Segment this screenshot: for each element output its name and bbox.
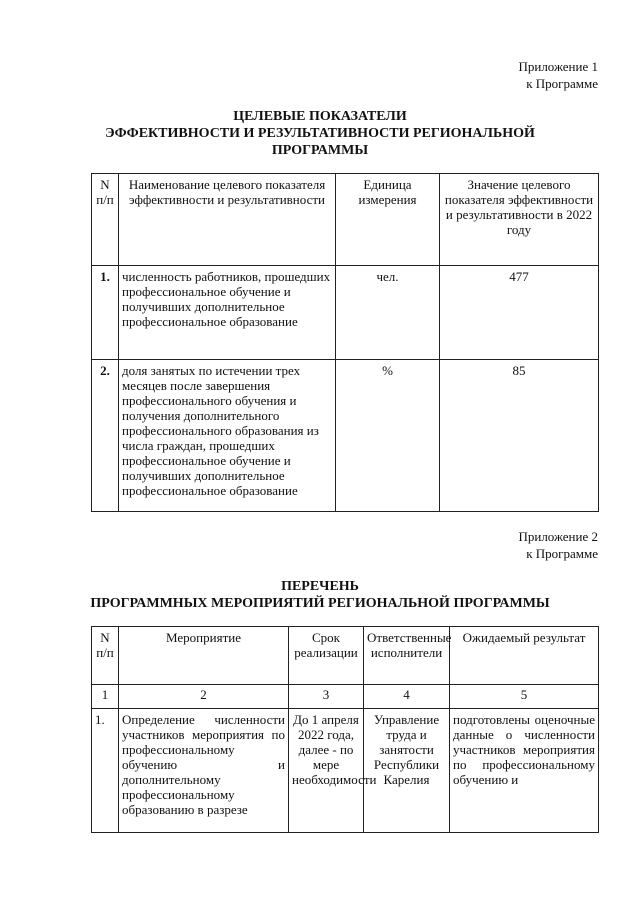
table-2-title-line-1: ПЕРЕЧЕНЬ (281, 579, 359, 594)
appendix-1-reference: к Программе (526, 76, 598, 91)
table-1-title-line-3: ПРОГРАММЫ (271, 143, 369, 158)
appendix-1-number: Приложение 1 (518, 59, 598, 74)
target-indicators-table (91, 173, 599, 512)
table-1-header-value: Значение целевого показателя эффективности и результативности в 2022 году (440, 174, 599, 266)
appendix-2-number: Приложение 2 (518, 529, 598, 544)
table-1-title (0, 108, 640, 159)
table-2-header-number: N п/п (92, 627, 119, 685)
table-1-header-unit: Единица измерения (336, 174, 440, 266)
row-number: 2. (92, 360, 119, 512)
table-1-header-name: Наименование целевого показателя эффективности и результативности (119, 174, 336, 266)
indicator-unit: % (336, 360, 440, 512)
column-number: 3 (289, 685, 364, 709)
indicator-unit: чел. (336, 266, 440, 360)
table-2-header-term: Срок реализации (289, 627, 364, 685)
table-row (92, 709, 599, 833)
table-2-header-row (92, 627, 599, 685)
activity-description: Определение численности участников мероприятия по профессиональному обучению и дополнительному профессиональному образованию в разрезе (119, 709, 289, 833)
table-1-title-line-1: ЦЕЛЕВЫЕ ПОКАЗАТЕЛИ (233, 109, 407, 124)
table-2-header-activity: Мероприятие (119, 627, 289, 685)
table-2-title (0, 578, 640, 612)
column-number: 1 (92, 685, 119, 709)
activity-responsible: Управление труда и занятости Республики Карелия (364, 709, 450, 833)
table-2-header-result: Ожидаемый результат (450, 627, 599, 685)
table-2-title-line-2: ПРОГРАММНЫХ МЕРОПРИЯТИЙ РЕГИОНАЛЬНОЙ ПРОГРАММЫ (90, 596, 550, 611)
row-number: 1. (92, 266, 119, 360)
indicator-name: доля занятых по истечении трех месяцев после завершения профессионального обучения и получения дополнительного профессионального образования из числа граждан, прошедших профессиональное обучение и получивших дополнительное профессиональное образование (119, 360, 336, 512)
row-number: 1. (92, 709, 119, 833)
appendix-2-reference: к Программе (526, 546, 598, 561)
column-number: 2 (119, 685, 289, 709)
indicator-name: численность работников, прошедших профессиональное обучение и получивших дополнительное профессиональное образование (119, 266, 336, 360)
table-1-header-number: N п/п (92, 174, 119, 266)
column-number: 5 (450, 685, 599, 709)
indicator-value: 477 (440, 266, 599, 360)
activity-expected-result: подготовлены оценочные данные о численности участников мероприятия по профессиональному обучению и (450, 709, 599, 833)
programme-activities-table (91, 626, 599, 833)
table-2-header-responsible: Ответственные исполнители (364, 627, 450, 685)
column-number: 4 (364, 685, 450, 709)
appendix-2-caption (518, 528, 598, 562)
indicator-value: 85 (440, 360, 599, 512)
table-2-column-numbers-row (92, 685, 599, 709)
appendix-1-caption (518, 58, 598, 92)
activity-term: До 1 апреля 2022 года, далее - по мере необходимости (289, 709, 364, 833)
table-1-title-line-2: ЭФФЕКТИВНОСТИ И РЕЗУЛЬТАТИВНОСТИ РЕГИОНАЛЬНОЙ (105, 126, 535, 141)
table-row (92, 360, 599, 512)
table-1-header-row (92, 174, 599, 266)
table-row (92, 266, 599, 360)
